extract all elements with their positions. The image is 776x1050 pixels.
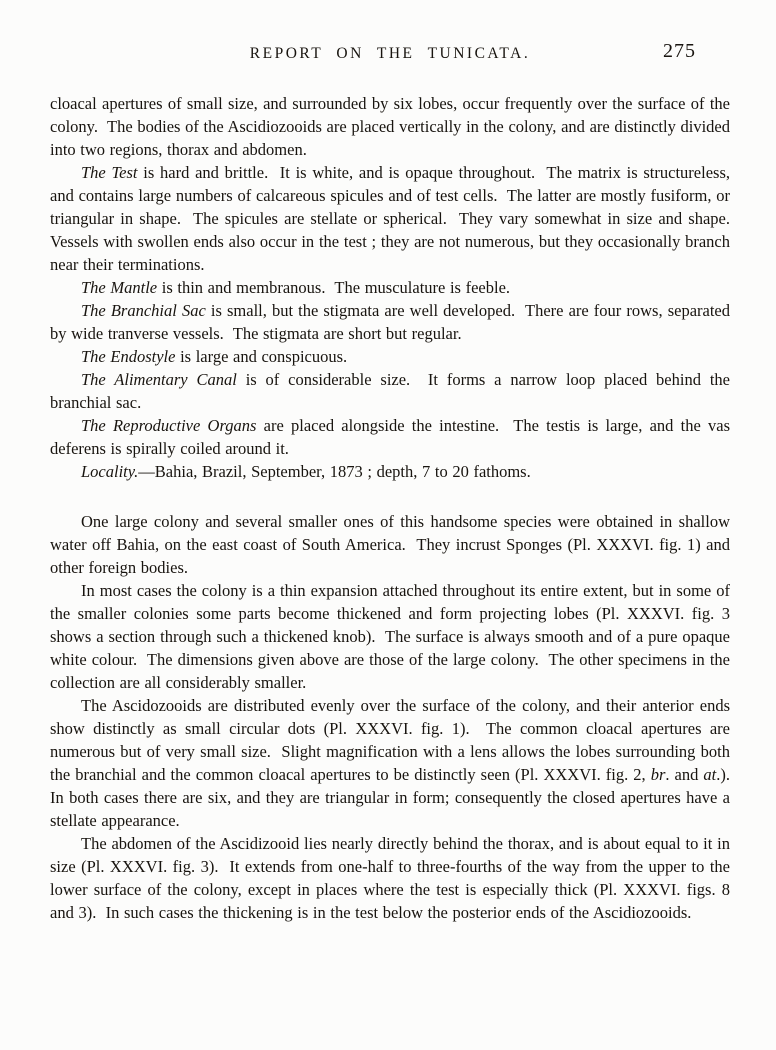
italic-text: The Test	[81, 163, 138, 182]
paragraph	[50, 299, 735, 345]
page-number: 275	[663, 40, 696, 62]
body-text: is hard and brittle. It is white, and is opaque throughout. The matrix is structureless, and contains large numbers of calcareous spicules and of test cells. The latter are mostly fusiform, or triangular in shape. The spicules are stellate or spherical. They vary somewhat in size and shape. Vessels with swollen ends also occur in the test ; they are not numerous, but they occasionally branch near their terminations.	[50, 163, 740, 274]
body-text: is thin and membranous. The musculature is feeble.	[157, 278, 511, 297]
body-text: are placed alongside the intestine. The testis is large, and the vas deferens is spirally coiled around it.	[50, 416, 735, 458]
body-text: is of considerable size. It forms a narrow loop placed behind the branchial sac.	[50, 370, 735, 412]
italic-text: The Endostyle	[81, 347, 176, 366]
paragraph	[50, 92, 735, 161]
body-text: The abdomen of the Ascidizooid lies nearly directly behind the thorax, and is about equal to it in size (Pl. XXXVI. fig. 3). It extends from one-half to three-fourths of the way from the upper to the lower surface of the colony, except in places where the test is especially thick (Pl. XXXVI. figs. 8 and 3). In such cases the thickening is in the test below the posterior ends of the Ascidiozooids.	[50, 834, 735, 922]
body-text: .). In both cases there are six, and they are triangular in form; consequently the closed apertures have a stellate appearance.	[50, 765, 740, 830]
running-header-title: REPORT ON THE TUNICATA.	[249, 45, 531, 62]
body-text: . and	[665, 765, 704, 784]
body-text: —Bahia, Brazil, September, 1873 ; depth, 7 to 20 fathoms.	[138, 462, 531, 481]
body-text: cloacal apertures of small size, and surrounded by six lobes, occur frequently over the surface of the colony. The bodies of the Ascidiozooids are placed vertically in the colony, and are distinctly divided into two regions, thorax and abdomen.	[50, 94, 735, 159]
paragraph	[50, 694, 740, 832]
body-text: is small, but the stigmata are well developed. There are four rows, separated by wide tranverse vessels. The stigmata are short but regular.	[50, 301, 735, 343]
paragraph	[50, 832, 735, 924]
paragraph	[50, 414, 735, 460]
paragraph	[50, 368, 735, 414]
paragraph	[50, 579, 735, 694]
italic-text: The Mantle	[81, 278, 158, 297]
body-text: In most cases the colony is a thin expansion attached throughout its entire extent, but in some of the smaller colonies some parts become thickened and form projecting lobes (Pl. XXXVI. fig. 3 shows a section through such a thickened knob). The surface is always smooth and of a pure opaque white colour. The dimensions given above are those of the large colony. The other specimens in the collection are all considerably smaller.	[50, 581, 735, 692]
body-text: is large and conspicuous.	[175, 347, 348, 366]
running-head	[50, 42, 730, 68]
paragraph	[50, 460, 730, 483]
italic-text: The Branchial Sac	[81, 301, 206, 320]
page-text-block	[50, 92, 740, 924]
italic-text: br	[650, 765, 666, 784]
body-text: The Ascidozooids are distributed evenly over the surface of the colony, and their anterior ends show distinctly as small circular dots (Pl. XXXVI. fig. 1). The common cloacal apertures are numerous but of very small size. Slight magnification with a lens allows the lobes surrounding both the branchial and the common cloacal apertures to be distinctly seen (Pl. XXXVI. fig. 2,	[50, 696, 735, 784]
body-text: One large colony and several smaller ones of this handsome species were obtained in shallow water off Bahia, on the east coast of South America. They incrust Sponges (Pl. XXXVI. fig. 1) and other foreign bodies.	[50, 512, 735, 577]
italic-text: The Reproductive Organs	[81, 416, 257, 435]
paragraph	[50, 276, 730, 299]
paragraph	[50, 345, 730, 368]
italic-text: The Alimentary Canal	[81, 370, 237, 389]
italic-text: Locality.	[81, 462, 139, 481]
paragraph	[50, 510, 735, 579]
paragraph	[50, 161, 740, 276]
italic-text: at	[703, 765, 717, 784]
